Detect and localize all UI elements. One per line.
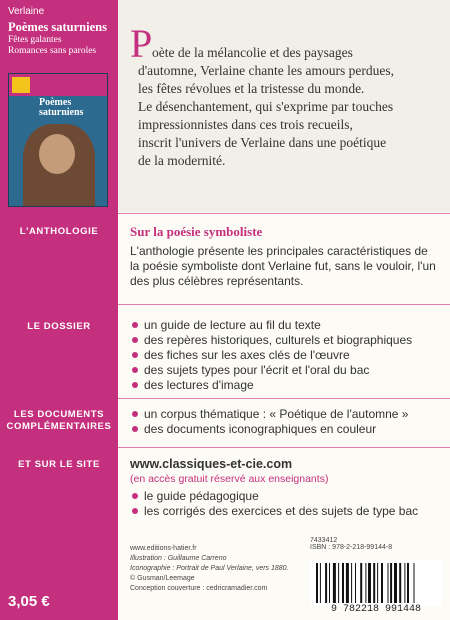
bullet-icon xyxy=(132,493,138,499)
credit-line: Illustration : Guillaume Carreno xyxy=(130,555,227,562)
list-item: un guide de lecture au fil du texte xyxy=(130,318,446,333)
divider xyxy=(0,447,450,448)
barcode-bars xyxy=(316,563,436,603)
barcode-bar xyxy=(414,563,415,603)
barcode-bar xyxy=(329,563,330,603)
barcode-bar xyxy=(325,563,327,603)
credits xyxy=(130,544,289,594)
site-access-note: (en accès gratuit réservé aux enseignants) xyxy=(130,473,329,485)
list-item: des sujets types pour l'écrit et l'oral du bac xyxy=(130,363,446,378)
credit-line: www.editions-hatier.fr xyxy=(130,545,197,552)
bullet-icon xyxy=(132,426,138,432)
list-item: le guide pédagogique xyxy=(130,489,446,504)
intro-line: impressionnistes dans ces trois recueils, xyxy=(138,117,353,132)
intro-line: oète de la mélancolie et des paysages xyxy=(152,45,353,60)
author-name: Verlaine xyxy=(8,6,45,17)
intro-line: inscrit l'univers de Verlaine dans une poétique xyxy=(138,135,387,150)
barcode-bar xyxy=(368,563,371,603)
barcode-bar xyxy=(320,563,321,603)
bullet-icon xyxy=(132,508,138,514)
documents-list xyxy=(130,407,446,437)
divider xyxy=(0,213,450,214)
book-title: Poèmes saturniens xyxy=(8,20,107,34)
barcode-bar xyxy=(399,563,401,603)
list-item: des documents iconographiques en couleur xyxy=(130,422,446,437)
barcode-bar xyxy=(316,563,318,603)
barcode-bar xyxy=(381,563,383,603)
section-label-anthologie: L'ANTHOLOGIE xyxy=(19,226,99,237)
anthologie-text: L'anthologie présente les principales caractéristiques de la poésie symboliste dont Verlaine fut, sans le vouloir, l'un des plus célèbres représentants. xyxy=(130,244,436,288)
divider xyxy=(0,304,450,305)
barcode-bar xyxy=(346,563,349,603)
barcode-bar xyxy=(377,563,378,603)
barcode-bar xyxy=(394,563,397,603)
list-item: un corpus thématique : « Poétique de l'automne » xyxy=(130,407,446,422)
section-label-documents: LES DOCUMENTS COMPLÉMENTAIRES xyxy=(6,409,112,432)
product-code: 7433412 xyxy=(310,537,338,544)
list-item: des fiches sur les axes clés de l'œuvre xyxy=(130,348,446,363)
price: 3,05 € xyxy=(8,593,50,610)
intro-text xyxy=(138,44,444,170)
cover-thumbnail xyxy=(8,73,108,207)
bullet-icon xyxy=(132,367,138,373)
barcode-bar xyxy=(351,563,352,603)
bullet-icon xyxy=(132,411,138,417)
barcode-bar xyxy=(355,563,356,603)
left-sidebar xyxy=(0,0,118,620)
intro-line: Le désenchantement, qui s'exprime par touches xyxy=(138,99,394,114)
bullet-icon xyxy=(132,382,138,388)
barcode-bar xyxy=(407,563,409,603)
book-subtitles xyxy=(8,35,96,57)
barcode-bar xyxy=(404,563,405,603)
barcode-number: 9 782218 991448 xyxy=(330,604,421,615)
site-list xyxy=(130,489,446,519)
cover-title: Poèmes saturniens xyxy=(39,97,84,118)
isbn: ISBN : 978-2-218-99144-8 xyxy=(310,544,393,551)
site-url[interactable]: www.classiques-et-cie.com xyxy=(130,457,293,471)
intro-line: de la modernité. xyxy=(138,153,226,168)
intro-line: d'automne, Verlaine chante les amours perdues, xyxy=(138,63,394,78)
barcode-bar xyxy=(390,563,392,603)
intro-line: les fêtes révolues et la tristesse du monde. xyxy=(138,81,365,96)
bullet-icon xyxy=(132,337,138,343)
credit-line: © Gusman/Leemage xyxy=(130,575,195,582)
bullet-icon xyxy=(132,322,138,328)
barcode-bar xyxy=(338,563,339,603)
barcode-bar xyxy=(360,563,362,603)
credit-line: Iconographie : Portrait de Paul Verlaine, vers 1880. xyxy=(130,565,289,572)
drop-cap: P xyxy=(130,21,153,66)
barcode-bar xyxy=(342,563,344,603)
series-logo xyxy=(12,77,30,93)
portrait-face xyxy=(39,134,75,174)
subtitle-line: Fêtes galantes xyxy=(8,35,62,45)
subtitle-line: Romances sans paroles xyxy=(8,46,97,56)
barcode-bar xyxy=(388,563,389,603)
barcode-bar xyxy=(373,563,375,603)
list-item: les corrigés des exercices et des sujets de type bac xyxy=(130,504,446,519)
dossier-list xyxy=(130,318,446,393)
barcode-bar xyxy=(365,563,366,603)
credit-line: Conception couverture : cedricramadier.com xyxy=(130,585,268,592)
bullet-icon xyxy=(132,352,138,358)
barcode xyxy=(310,560,442,606)
section-label-dossier: LE DOSSIER xyxy=(27,321,91,332)
list-item: des repères historiques, culturels et biographiques xyxy=(130,333,446,348)
anthologie-title: Sur la poésie symboliste xyxy=(130,224,263,239)
divider xyxy=(0,398,450,399)
section-label-site: ET SUR LE SITE xyxy=(18,459,100,470)
isbn-block xyxy=(310,537,442,551)
barcode-bar xyxy=(333,563,336,603)
list-item: des lectures d'image xyxy=(130,378,446,393)
